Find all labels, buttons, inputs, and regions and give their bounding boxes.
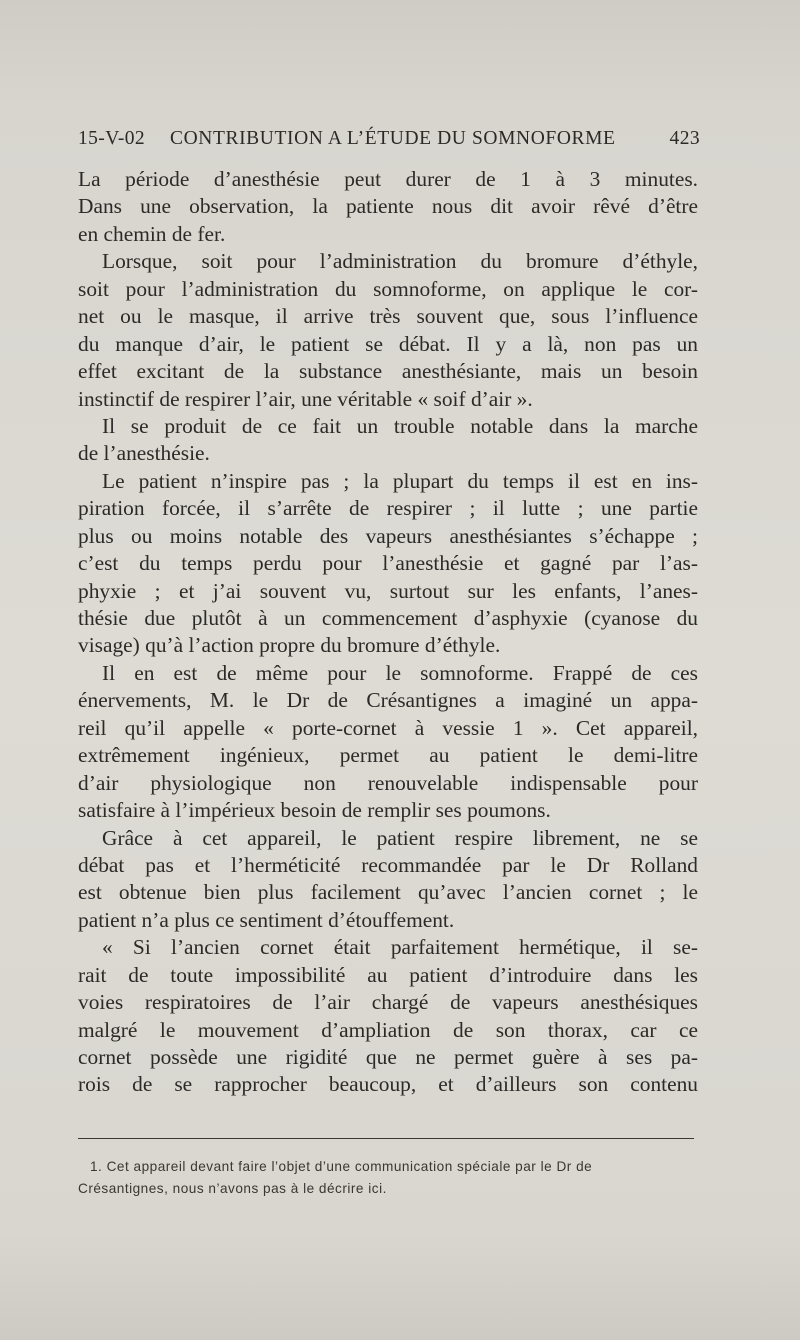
body-text	[78, 166, 698, 1099]
text-line: rois de se rapprocher beaucoup, et d’ailleurs son contenu	[78, 1072, 698, 1097]
text-line: instinctif de respirer l’air, une véritable « soif d’air ».	[78, 386, 533, 411]
text-line: effet excitant de la substance anesthésiante, mais un besoin	[78, 359, 698, 384]
text-line: voies respiratoires de l’air chargé de vapeurs anesthésiques	[78, 990, 698, 1015]
text-line: reil qu’il appelle « porte-cornet à vessie 1 ». Cet appareil,	[78, 715, 698, 740]
text-line: net ou le masque, il arrive très souvent que, sous l’influence	[78, 304, 698, 329]
text-line: « Si l’ancien cornet était parfaitement hermétique, il se-	[102, 935, 698, 960]
text-line: du manque d’air, le patient se débat. Il y a là, non pas un	[78, 331, 698, 356]
text-line: Il en est de même pour le somnoforme. Frappé de ces	[102, 660, 698, 685]
text-line: malgré le mouvement d’ampliation de son thorax, car ce	[78, 1017, 698, 1042]
footnote	[78, 1156, 700, 1200]
text-line: piration forcée, il s’arrête de respirer ; il lutte ; une partie	[78, 496, 698, 521]
text-line: énervements, M. le Dr de Crésantignes a imaginé un appa-	[78, 688, 698, 713]
text-line: patient n’a plus ce sentiment d’étouffement.	[78, 907, 455, 932]
page-number: 423	[669, 128, 700, 149]
footnote-line: 1. Cet appareil devant faire l’objet d’une communication spéciale par le Dr de	[90, 1159, 593, 1174]
text-line: soit pour l’administration du somnoforme, on applique le cor-	[78, 276, 698, 301]
text-line: de l’anesthésie.	[78, 441, 210, 466]
running-head	[78, 128, 700, 158]
text-line: Il se produit de ce fait un trouble notable dans la marche	[102, 413, 698, 438]
running-head-date: 15-V-02	[78, 128, 146, 149]
text-line: phyxie ; et j’ai souvent vu, surtout sur les enfants, l’anes-	[78, 578, 698, 603]
text-line: c’est du temps perdu pour l’anesthésie et gagné par l’as-	[78, 551, 698, 576]
text-line: visage) qu’à l’action propre du bromure d’éthyle.	[78, 633, 501, 658]
text-line: Dans une observation, la patiente nous dit avoir rêvé d’être	[78, 194, 698, 219]
text-line: La période d’anesthésie peut durer de 1 à 3 minutes.	[78, 167, 698, 191]
text-line: extrêmement ingénieux, permet au patient le demi-litre	[78, 743, 698, 768]
text-line: est obtenue bien plus facilement qu’avec l’ancien cornet ; le	[78, 880, 698, 905]
text-line: rait de toute impossibilité au patient d’introduire dans les	[78, 962, 698, 987]
text-line: Le patient n’inspire pas ; la plupart du temps il est en ins-	[102, 468, 698, 493]
text-line: Grâce à cet appareil, le patient respire librement, ne se	[102, 825, 698, 850]
running-head-title: CONTRIBUTION A L’ÉTUDE DU SOMNOFORME	[170, 128, 616, 149]
text-line: en chemin de fer.	[78, 221, 226, 246]
text-line: thésie due plutôt à un commencement d’asphyxie (cyanose du	[78, 606, 698, 630]
text-line: Lorsque, soit pour l’administration du bromure d’éthyle,	[102, 249, 698, 274]
text-line: plus ou moins notable des vapeurs anesthésiantes s’échappe ;	[78, 523, 698, 548]
text-line: débat pas et l’herméticité recommandée par le Dr Rolland	[78, 852, 698, 877]
footnote-rule	[78, 1138, 694, 1139]
text-line: satisfaire à l’impérieux besoin de remplir ses poumons.	[78, 798, 551, 823]
text-line: cornet possède une rigidité que ne permet guère à ses pa-	[78, 1045, 698, 1069]
text-line: d’air physiologique non renouvelable indispensable pour	[78, 770, 698, 795]
footnote-line: Crésantignes, nous n’avons pas à le décrire ici.	[78, 1181, 387, 1196]
